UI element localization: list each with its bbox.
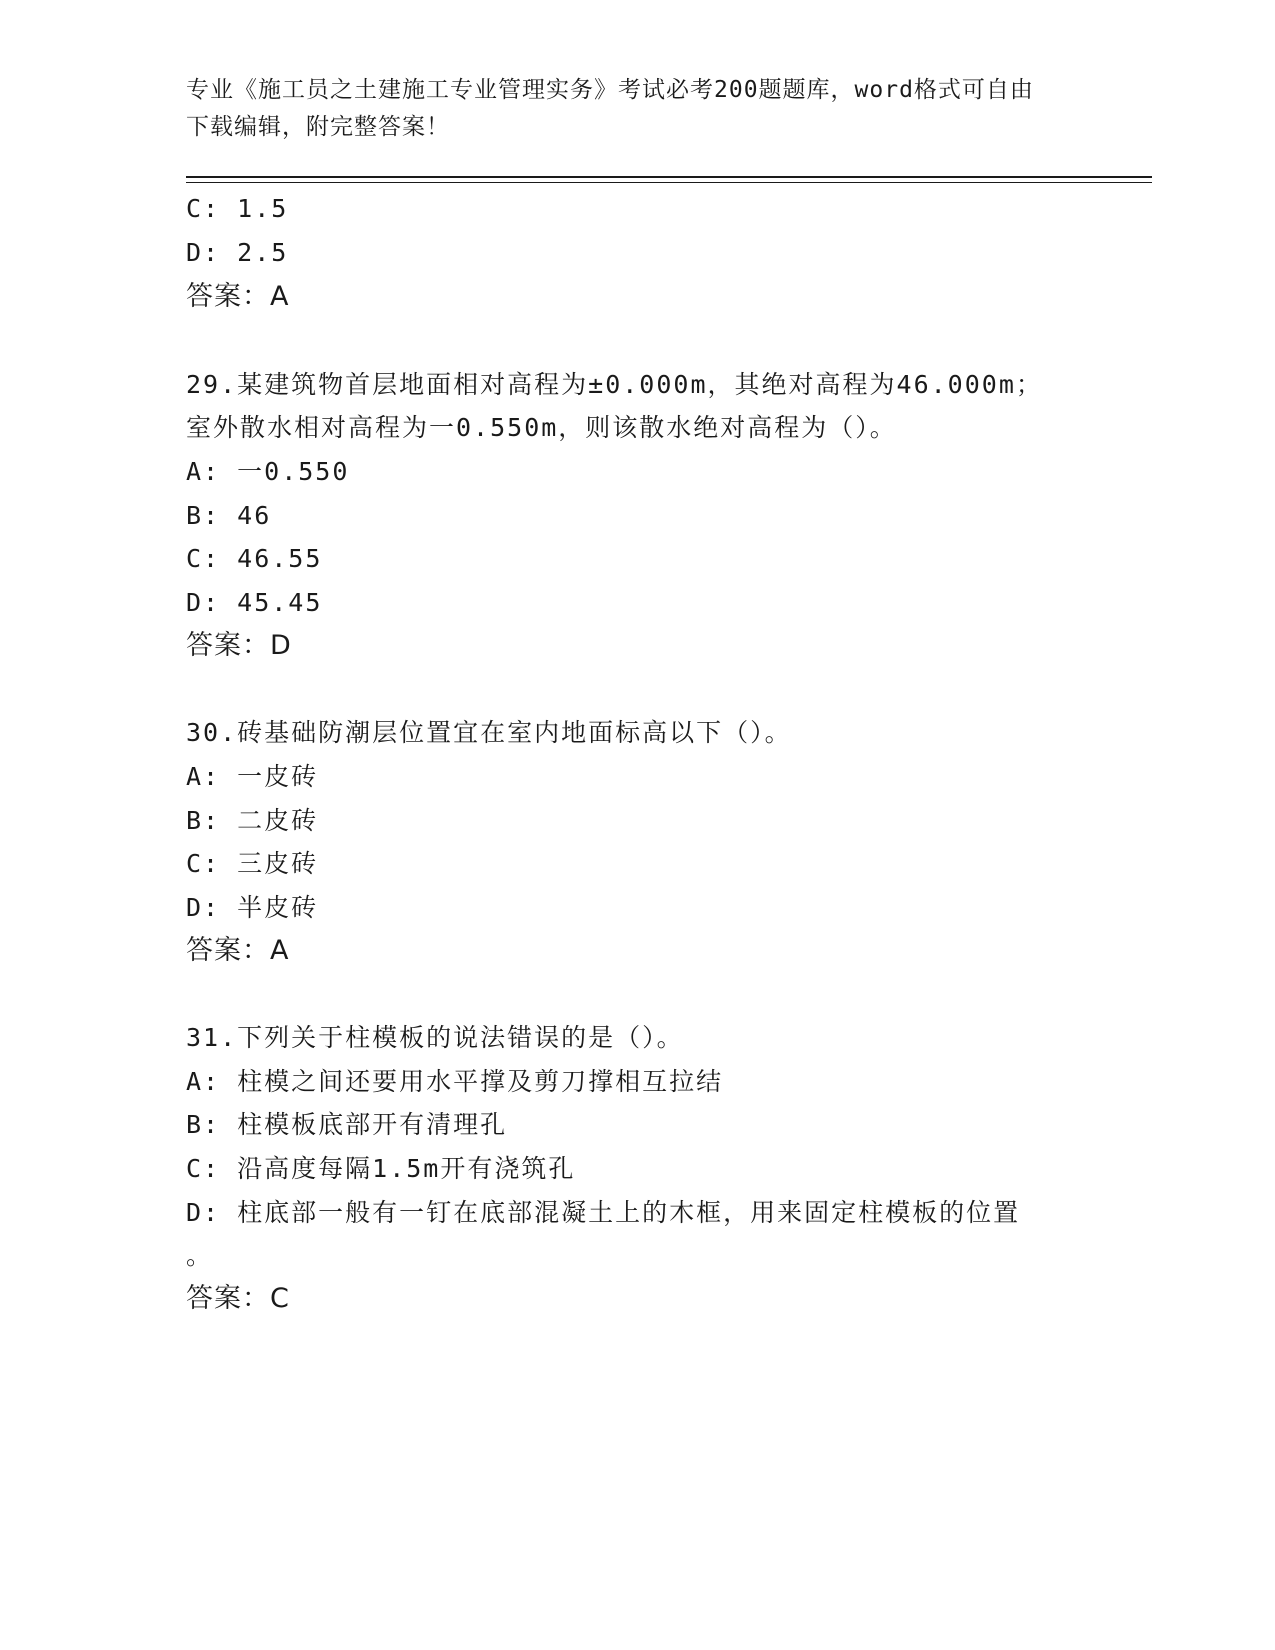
q30-option-d: D: 半皮砖 — [186, 893, 319, 922]
q31-option-d-continued: 。 — [186, 1241, 214, 1270]
q28-answer: 答案：A — [186, 281, 290, 312]
q30-option-a: A: 一皮砖 — [186, 762, 319, 791]
header-line-2: 下载编辑，附完整答案！ — [186, 114, 450, 140]
q31-option-d: D: 柱底部一般有一钉在底部混凝土上的木框，用来固定柱模板的位置 — [186, 1198, 1021, 1227]
q29-answer: 答案：D — [186, 630, 292, 661]
q31-stem: 31.下列关于柱模板的说法错误的是（）。 — [186, 1023, 684, 1052]
q29-option-c: C: 46.55 — [186, 544, 323, 573]
q28-option-c: C: 1.5 — [186, 194, 289, 223]
q29-option-d: D: 45.45 — [186, 588, 323, 617]
q31-option-a: A: 柱模之间还要用水平撑及剪刀撑相互拉结 — [186, 1067, 724, 1096]
q31-answer: 答案：C — [186, 1283, 290, 1314]
q29-stem-line-1: 29.某建筑物首层地面相对高程为±0.000m，其绝对高程为46.000m； — [186, 370, 1043, 399]
q29-stem-line-2: 室外散水相对高程为一0.550m，则该散水绝对高程为（）。 — [186, 413, 897, 442]
header-line-1: 专业《施工员之土建施工专业管理实务》考试必考200题题库，word格式可自由 — [186, 77, 1034, 103]
q30-answer: 答案：A — [186, 935, 290, 966]
q29-option-b: B: 46 — [186, 501, 272, 530]
document-header — [186, 72, 1086, 146]
q31-option-b: B: 柱模板底部开有清理孔 — [186, 1110, 508, 1139]
header-rule-thick — [186, 176, 1152, 178]
q30-option-b: B: 二皮砖 — [186, 806, 319, 835]
q28-option-d: D: 2.5 — [186, 238, 289, 267]
q31-option-c: C: 沿高度每隔1.5m开有浇筑孔 — [186, 1154, 576, 1183]
q29-option-a: A: 一0.550 — [186, 457, 350, 486]
header-rule-thin — [186, 182, 1152, 183]
q30-option-c: C: 三皮砖 — [186, 849, 319, 878]
q30-stem: 30.砖基础防潮层位置宜在室内地面标高以下（）。 — [186, 718, 792, 747]
